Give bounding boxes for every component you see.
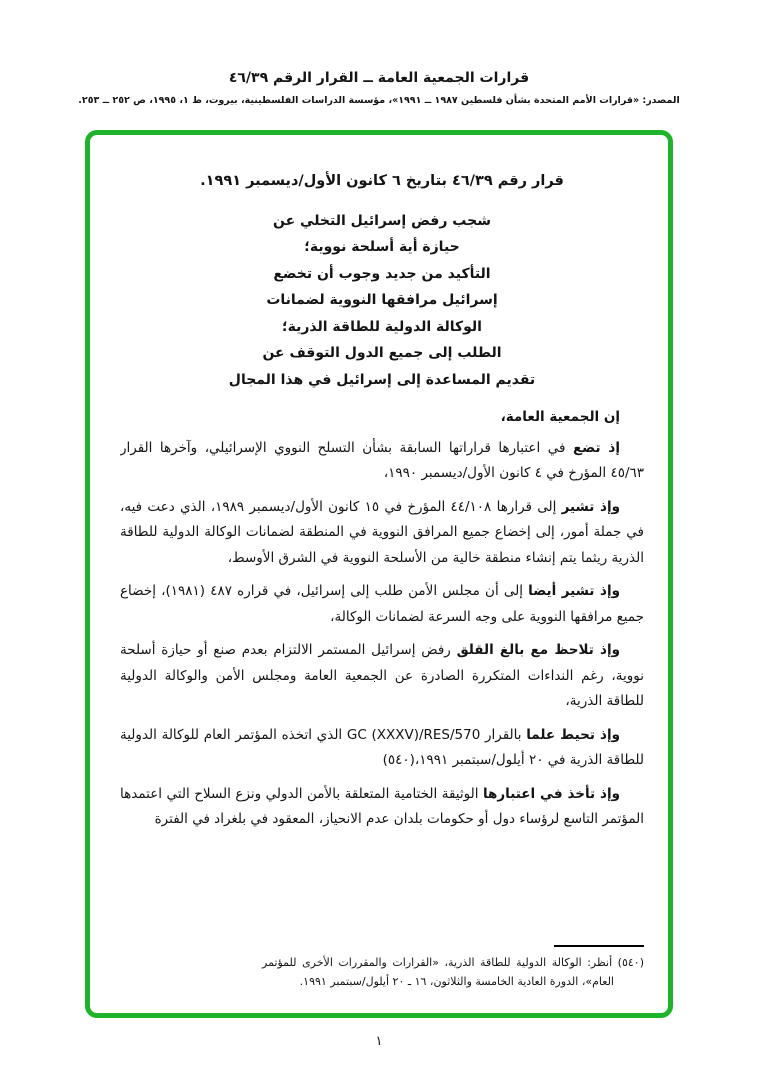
page-header — [0, 0, 758, 106]
paragraph-text: الوثيقة الختامية المتعلقة بالأمن الدولي ونزع السلاح التي اعتمدها المؤتمر التاسع لرؤساء دول أو حكومات بلدان عدم الانحياز، المعقود في بلغراد في الفترة — [120, 785, 644, 827]
paragraph-lead: وإذ تحيط علما — [526, 726, 620, 743]
summary-line: حيازة أية أسلحة نووية؛ — [304, 239, 460, 255]
preamble-paragraph — [120, 638, 644, 715]
paragraph-lead: وإذ تشير أيضا — [528, 583, 621, 599]
paragraph-lead: وإذ تلاحظ مع بالغ القلق — [456, 642, 621, 658]
green-frame — [85, 130, 673, 1018]
footnote-text: (٥٤٠) أنظر: الوكالة الدولية للطاقة الذرية، «القرارات والمقررات الأخرى للمؤتمر العام»، الدورة العادية الخامسة والثلاثون، ١٦ ـ ٢٠ أيلول/سبتمبر ١٩٩١. — [262, 956, 644, 988]
preamble-paragraph — [120, 579, 644, 630]
paragraph-text: رفض إسرائيل المستمر الالتزام بعدم صنع أو حيازة أسلحة نووية، رغم النداءات المتكررة الصادرة عن الجمعية العامة ومجلس الأمن والوكالة الدولية للطاقة الذرية، — [120, 642, 644, 709]
preamble-paragraph — [120, 782, 644, 833]
paragraph-text: إلى قرارها ٤٤/١٠٨ المؤرخ في ١٥ كانون الأول/ديسمبر ١٩٨٩، الذي دعت فيه، في جملة أمور، إلى إخضاع جميع المرافق النووية في المنطقة لضمانات الوكالة الدولية للطاقة الذرية ريثما يتم إنشاء منطقة خالية من الأسلحة النووية في الشرق الأوسط، — [120, 498, 644, 566]
preamble-paragraph — [120, 436, 644, 487]
summary-line: تقديم المساعدة إلى إسرائيل في هذا المجال — [228, 371, 536, 388]
resolution-main-text — [120, 169, 644, 935]
paragraph-lead: إذ تضع — [572, 439, 620, 456]
paragraph-text: إلى أن مجلس الأمن طلب إلى إسرائيل، في قراره ٤٨٧ (١٩٨١)، إخضاع جميع مرافقها النووية على وجه السرعة لضمانات الوكالة، — [120, 583, 644, 625]
resolution-summary — [120, 208, 644, 394]
summary-line: الطلب إلى جميع الدول التوقف عن — [262, 345, 502, 361]
preamble-paragraph — [120, 495, 644, 572]
page-header-source-line: المصدر: «قرارات الأمم المتحدة بشأن فلسطين ١٩٨٧ ــ ١٩٩١»، مؤسسة الدراسات الفلسطينية، بيروت، ط ١، ١٩٩٥، ص ٢٥٢ ــ ٢٥٣. — [78, 95, 680, 106]
summary-line: الوكالة الدولية للطاقة الذرية؛ — [282, 318, 482, 335]
page-header-title: قرارات الجمعية العامة ــ القرار الرقم ٤٦/٣٩ — [228, 70, 530, 86]
footnote-separator-line — [554, 945, 644, 947]
paragraph-lead: وإذ تشير — [561, 498, 620, 515]
summary-line: شجب رفض إسرائيل التخلي عن — [273, 212, 491, 229]
preamble-paragraph — [120, 723, 644, 774]
paragraph-text: بالقرار GC (XXXV)/RES/570 الذي اتخذه المؤتمر العام للوكالة الدولية للطاقة الذرية في ٢٠ أيلول/سبتمبر ١٩٩١،(٥٤٠) — [120, 726, 644, 768]
resolution-body — [90, 135, 668, 1013]
paragraph-lead: وإذ تأخذ في اعتبارها — [482, 785, 620, 802]
resolution-opening-line: إن الجمعية العامة، — [500, 409, 620, 425]
paragraph-text: في اعتبارها قراراتها السابقة بشأن التسلح النووي الإسرائيلي، وآخرها القرار ٤٥/٦٣ المؤرخ في ٤ كانون الأول/ديسمبر ١٩٩٠، — [120, 439, 644, 481]
summary-line: التأكيد من جديد وجوب أن تخضع — [273, 265, 491, 282]
footnote-area — [120, 935, 644, 991]
page-number: ١ — [375, 1034, 383, 1049]
resolution-title: قرار رقم ٤٦/٣٩ بتاريخ ٦ كانون الأول/ديسمبر ١٩٩١. — [200, 173, 564, 189]
summary-line: إسرائيل مرافقها النووية لضمانات — [266, 292, 498, 308]
